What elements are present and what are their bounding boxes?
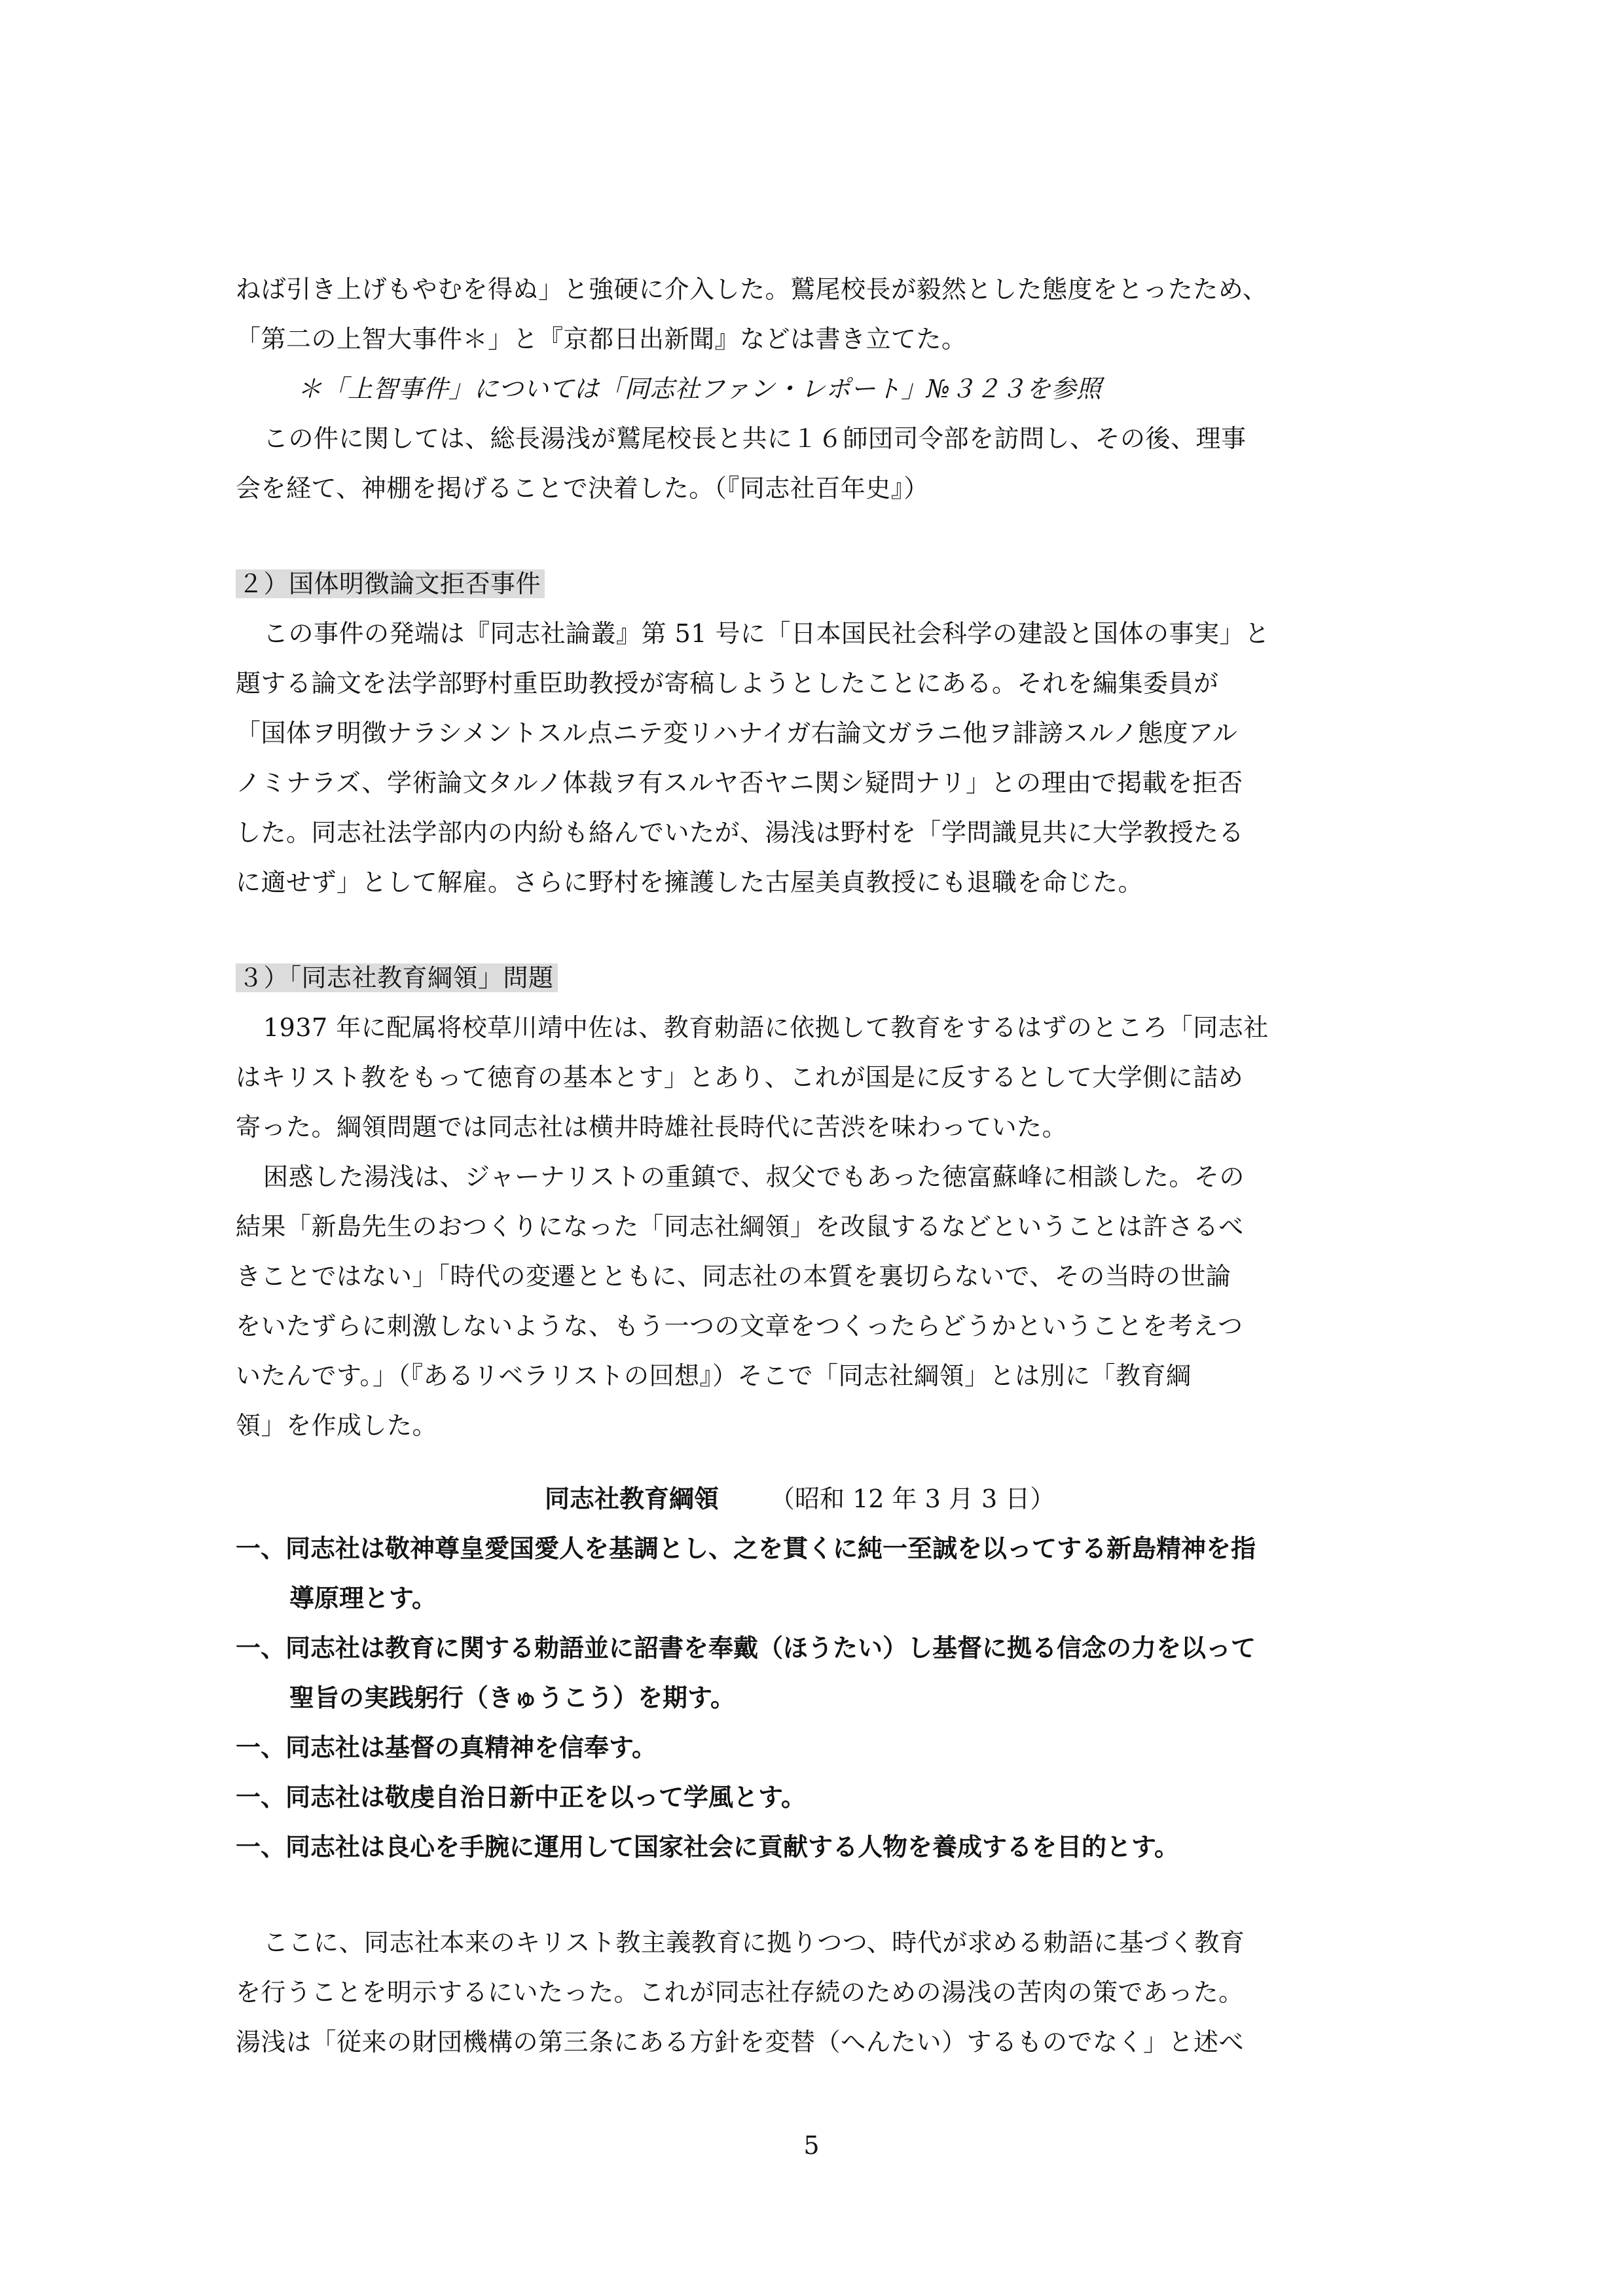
body-line: 会を経て、神棚を掲げることで決着した。（『同志社百年史』） bbox=[236, 474, 929, 503]
body-line: した。同志社法学部内の内紛も絡んでいたが、湯浅は野村を「学問識見共に大学教授たる bbox=[236, 818, 1245, 847]
charter-article: 一、同志社は基督の真精神を信奉す。 bbox=[236, 1733, 657, 1762]
body-line: はキリスト教をもって徳育の基本とす」とあり、これが国是に反するとして大学側に詰め bbox=[236, 1063, 1244, 1092]
body-line: 1937 年に配属将校草川靖中佐は、教育勅語に依拠して教育をするはずのところ「同志社 bbox=[263, 1013, 1269, 1042]
section-heading-3 bbox=[236, 960, 558, 996]
body-line: ここに、同志社本来のキリスト教主義教育に拠りつつ、時代が求める勅語に基づく教育 bbox=[263, 1928, 1245, 1957]
body-line: この事件の発端は『同志社論叢』第 51 号に「日本国民社会科学の建設と国体の事実」と bbox=[263, 619, 1270, 648]
body-line: 「国体ヲ明徴ナラシメントスル点ニテ変リハナイガ右論文ガラニ他ヲ誹謗スルノ態度アル bbox=[236, 719, 1238, 747]
charter-article: 一、同志社は敬虔自治日新中正を以って学風とす。 bbox=[236, 1783, 806, 1812]
charter-article-cont: 導原理とす。 bbox=[289, 1584, 437, 1613]
charter-article: 一、同志社は良心を手腕に運用して国家社会に貢献する人物を養成するを目的とす。 bbox=[236, 1833, 1179, 1861]
body-line: 困惑した湯浅は、ジャーナリストの重鎮で、叔父でもあった徳富蘇峰に相談した。その bbox=[263, 1162, 1245, 1191]
body-line: きことではない」「時代の変遷とともに、同志社の本質を裏切らないで、その当時の世論 bbox=[236, 1262, 1231, 1291]
body-line: をいたずらに刺激しないような、もう一つの文章をつくったらどうかということを考えつ bbox=[236, 1312, 1243, 1340]
body-line: に適せず」として解雇。さらに野村を擁護した古屋美貞教授にも退職を命じた。 bbox=[236, 868, 1144, 897]
charter-date: （昭和 12 年 3 月 3 日） bbox=[770, 1484, 1055, 1513]
body-line: 「第二の上智大事件＊」と『京都日出新聞』などは書き立てた。 bbox=[236, 325, 967, 353]
body-line: 題する論文を法学部野村重臣助教授が寄稿しようとしたことにある。それを編集委員が bbox=[236, 669, 1219, 698]
body-line: 寄った。綱領問題では同志社は横井時雄社長時代に苦渋を味わっていた。 bbox=[236, 1113, 1068, 1141]
body-line: ねば引き上げもやむを得ぬ」と強硬に介入した。鷲尾校長が毅然とした態度をとったため、 bbox=[236, 275, 1268, 304]
charter-article-cont: 聖旨の実践躬行（きゅうこう）を期す。 bbox=[289, 1683, 735, 1712]
charter-article: 一、同志社は教育に関する勅語並に詔書を奉戴（ほうたい）し基督に拠る信念の力を以って bbox=[236, 1634, 1256, 1662]
body-line: この件に関しては、総長湯浅が鷲尾校長と共に１６師団司令部を訪問し、その後、理事 bbox=[263, 424, 1247, 453]
body-line: ノミナラズ、学術論文タルノ体裁ヲ有スルヤ否ヤニ関シ疑問ナリ」との理由で掲載を拒否 bbox=[236, 768, 1243, 797]
page-number: 5 bbox=[803, 2131, 820, 2160]
charter-title: 同志社教育綱領 bbox=[545, 1484, 720, 1513]
body-line: いたんです。」（『あるリベラリストの回想』）そこで「同志社綱領」とは別に「教育綱 bbox=[236, 1361, 1192, 1390]
section-heading-2 bbox=[236, 565, 545, 602]
body-line: 領」を作成した。 bbox=[236, 1411, 438, 1440]
footnote-reference: ＊「上智事件」については「同志社ファン・レポート」№３２３を参照 bbox=[297, 374, 1102, 403]
charter-heading bbox=[545, 1480, 1055, 1517]
charter-article: 一、同志社は敬神尊皇愛国愛人を基調とし、之を貫くに純一至誠を以ってする新島精神を指 bbox=[236, 1534, 1256, 1563]
section-heading-label: ３）「同志社教育綱領」問題 bbox=[236, 963, 558, 992]
body-line: を行うことを明示するにいたった。これが同志社存続のための湯浅の苦肉の策であった。 bbox=[236, 1978, 1244, 2007]
section-heading-label: ２）国体明徴論文拒否事件 bbox=[236, 569, 545, 598]
body-line: 結果「新島先生のおつくりになった「同志社綱領」を改鼠するなどということは許さるべ bbox=[236, 1212, 1244, 1241]
body-line: 湯浅は「従来の財団機構の第三条にある方針を変替（へんたい）するものでなく」と述べ bbox=[236, 2028, 1245, 2056]
